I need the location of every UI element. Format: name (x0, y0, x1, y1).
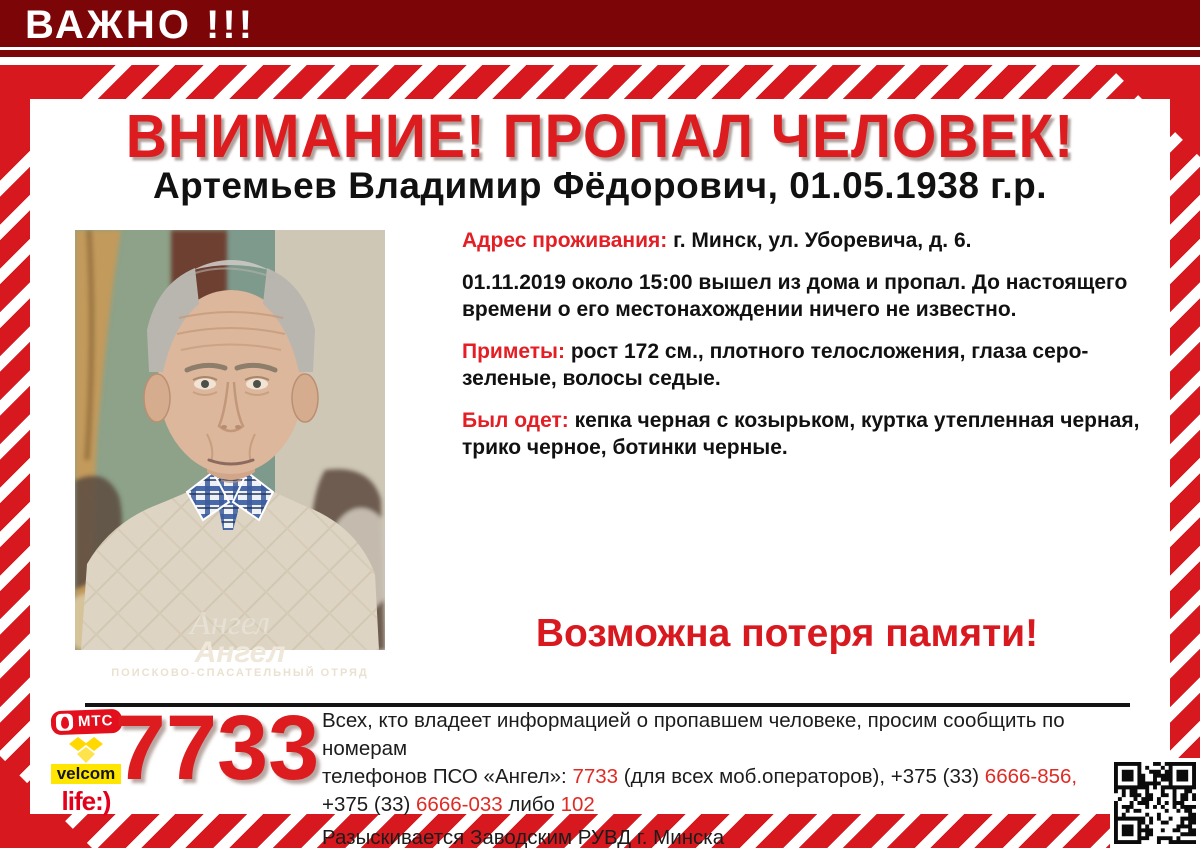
contact-line-3: +375 (33) 6666-033 либо 102 (322, 793, 595, 816)
detail-label: Адрес проживания: (462, 229, 668, 252)
person-name-line: Артемьев Владимир Фёдорович, 01.05.1938 г.р. (152, 165, 1048, 206)
detail-appearance (462, 338, 1154, 392)
detail-text: 01.11.2019 около 15:00 вышел из дома и пропал. До настоящего времени о его местонахождении ничего не известно. (462, 271, 1128, 321)
detail-address (462, 227, 1154, 254)
velcom-logo: velcom (51, 764, 122, 784)
contact-info (322, 707, 1132, 848)
important-banner-band (0, 0, 1200, 47)
detail-label: Приметы: (462, 340, 565, 363)
life-logo: life:) (61, 786, 111, 816)
searched-by-line: Разыскивается Заводским РУВД г. Минска (322, 826, 725, 848)
mts-logo: МТС (50, 709, 121, 735)
striped-border-top (0, 65, 1200, 99)
important-banner-text: ВАЖНО !!! (25, 3, 256, 47)
memory-loss-warning: Возможна потеря памяти! (535, 612, 1039, 655)
detail-text: рост 172 см., плотного телосложения, глаза серо-зеленые, волосы седые. (462, 340, 1089, 390)
phone-number: 7733 (572, 765, 619, 788)
poster-title: ВНИМАНИЕ! ПРОПАЛ ЧЕЛОВЕК! (125, 102, 1075, 172)
contact-line-2: телефонов ПСО «Ангел»: 7733 (для всех моб.операторов), +375 (33) 6666-856, (322, 765, 1078, 788)
divider-line (0, 57, 1200, 65)
phone-number: 102 (560, 793, 595, 816)
hotline-short-number: 7733 (114, 697, 320, 799)
missing-person-photo (75, 230, 385, 650)
mts-egg-icon (55, 713, 73, 731)
striped-border-left (0, 65, 30, 848)
detail-disappearance (462, 269, 1154, 323)
detail-label: Был одет: (462, 409, 569, 432)
velcom-heart-icon (69, 737, 103, 764)
watermark-angel-text: Ангел (194, 636, 286, 669)
detail-text: кепка черная с козырьком, куртка утепленная черная, трико черное, ботинки черные. (462, 409, 1140, 459)
watermark-team-text: ПОИСКОВО-СПАСАТЕЛЬНЫЙ ОТРЯД (111, 667, 369, 679)
phone-number: 6666-033 (416, 793, 503, 816)
poster-content (30, 99, 1170, 848)
svg-text:Ангел: Ангел (190, 605, 270, 642)
detail-text: г. Минск, ул. Уборевича, д. 6. (667, 229, 972, 252)
phone-number: 6666-856, (984, 765, 1078, 788)
thin-maroon-line (0, 50, 1200, 57)
striped-border-right (1170, 65, 1200, 848)
contact-line-1: Всех, кто владеет информацией о пропавшем человеке, просим сообщить по номерам (322, 709, 1065, 760)
detail-clothing (462, 407, 1154, 461)
qr-code (1110, 758, 1200, 848)
person-details (462, 227, 1154, 476)
